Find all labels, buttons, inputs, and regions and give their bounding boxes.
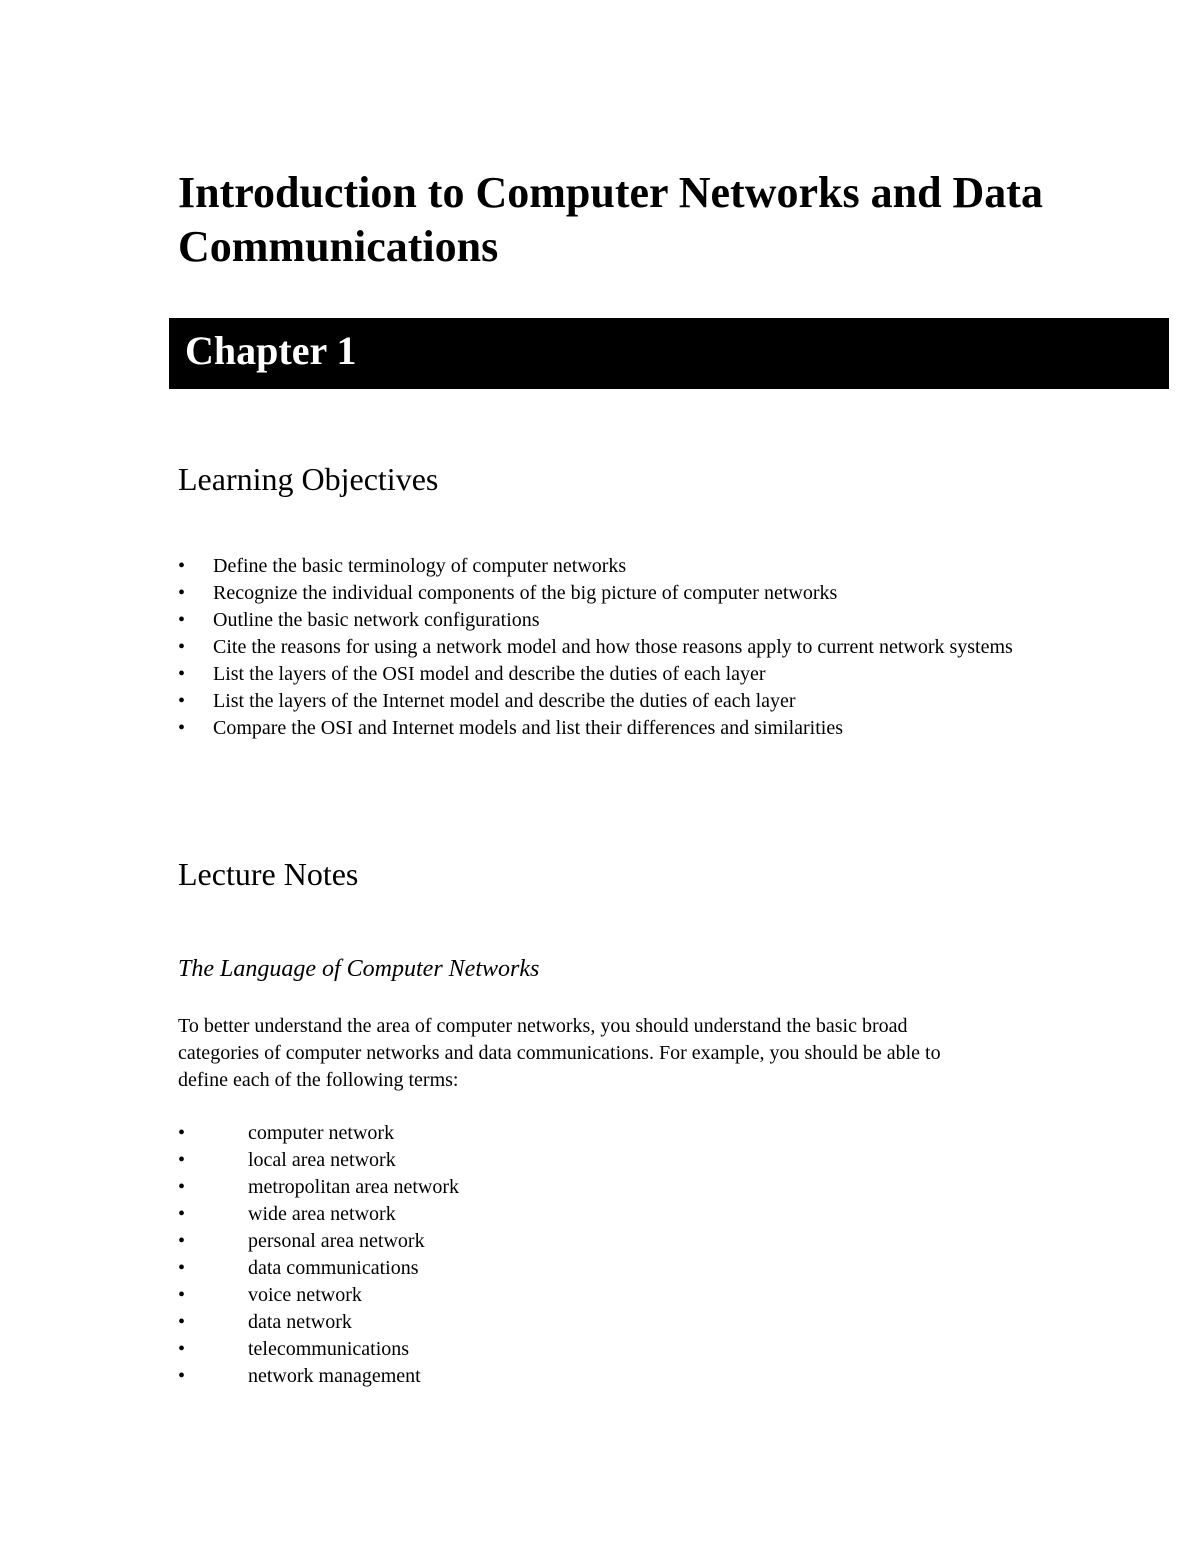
chapter-banner	[169, 318, 1169, 389]
objective-text: List the layers of the Internet model and describe the duties of each layer	[213, 690, 796, 712]
document-title: Introduction to Computer Networks and Data Communications	[178, 168, 1043, 271]
bullet-icon: •	[178, 609, 186, 631]
list-item	[178, 661, 1018, 688]
list-item	[178, 1147, 459, 1174]
lecture-notes-heading: Lecture Notes	[178, 856, 359, 892]
list-item	[178, 715, 1018, 742]
objective-text: List the layers of the OSI model and describe the duties of each layer	[213, 663, 766, 685]
list-item	[178, 1336, 459, 1363]
bullet-icon: •	[178, 1203, 186, 1225]
term-text: telecommunications	[248, 1338, 410, 1360]
list-item	[178, 1363, 459, 1390]
objective-text: Cite the reasons for using a network model and how those reasons apply to current network systems	[213, 636, 1013, 658]
bullet-icon: •	[178, 1284, 186, 1306]
bullet-icon: •	[178, 717, 186, 739]
list-item	[178, 1255, 459, 1282]
bullet-icon: •	[178, 555, 186, 577]
list-item	[178, 580, 1018, 607]
objective-text: Outline the basic network configurations	[213, 609, 540, 631]
term-text: data communications	[248, 1257, 419, 1279]
intro-paragraph: To better understand the area of computer networks, you should understand the basic broad categories of computer networks and data communications. For example, you should be able to define each of the following terms:	[178, 1015, 941, 1091]
terms-list	[178, 1120, 459, 1390]
learning-objectives-list	[178, 553, 1018, 742]
term-text: voice network	[248, 1284, 362, 1306]
bullet-icon: •	[178, 663, 186, 685]
term-text: local area network	[248, 1149, 396, 1171]
list-item	[178, 1309, 459, 1336]
objective-text: Recognize the individual components of the big picture of computer networks	[213, 582, 838, 604]
list-item	[178, 1174, 459, 1201]
bullet-icon: •	[178, 690, 186, 712]
bullet-icon: •	[178, 1149, 186, 1171]
language-subheading: The Language of Computer Networks	[178, 956, 540, 982]
term-text: personal area network	[248, 1230, 425, 1252]
list-item	[178, 1120, 459, 1147]
list-item	[178, 1228, 459, 1255]
list-item	[178, 688, 1018, 715]
objective-text: Define the basic terminology of computer networks	[213, 555, 627, 577]
bullet-icon: •	[178, 636, 186, 658]
list-item	[178, 553, 1018, 580]
term-text: computer network	[248, 1122, 395, 1144]
term-text: wide area network	[248, 1203, 396, 1225]
objective-text: Compare the OSI and Internet models and list their differences and similarities	[213, 717, 844, 739]
bullet-icon: •	[178, 1176, 186, 1198]
chapter-label: Chapter 1	[185, 328, 357, 373]
bullet-icon: •	[178, 1257, 186, 1279]
bullet-icon: •	[178, 1122, 186, 1144]
list-item	[178, 1201, 459, 1228]
term-text: network management	[248, 1365, 421, 1387]
term-text: data network	[248, 1311, 352, 1333]
list-item	[178, 634, 1018, 661]
bullet-icon: •	[178, 1311, 186, 1333]
list-item	[178, 1282, 459, 1309]
learning-objectives-heading: Learning Objectives	[178, 461, 439, 497]
bullet-icon: •	[178, 1338, 186, 1360]
bullet-icon: •	[178, 582, 186, 604]
list-item	[178, 607, 1018, 634]
bullet-icon: •	[178, 1365, 186, 1387]
term-text: metropolitan area network	[248, 1176, 460, 1198]
bullet-icon: •	[178, 1230, 186, 1252]
